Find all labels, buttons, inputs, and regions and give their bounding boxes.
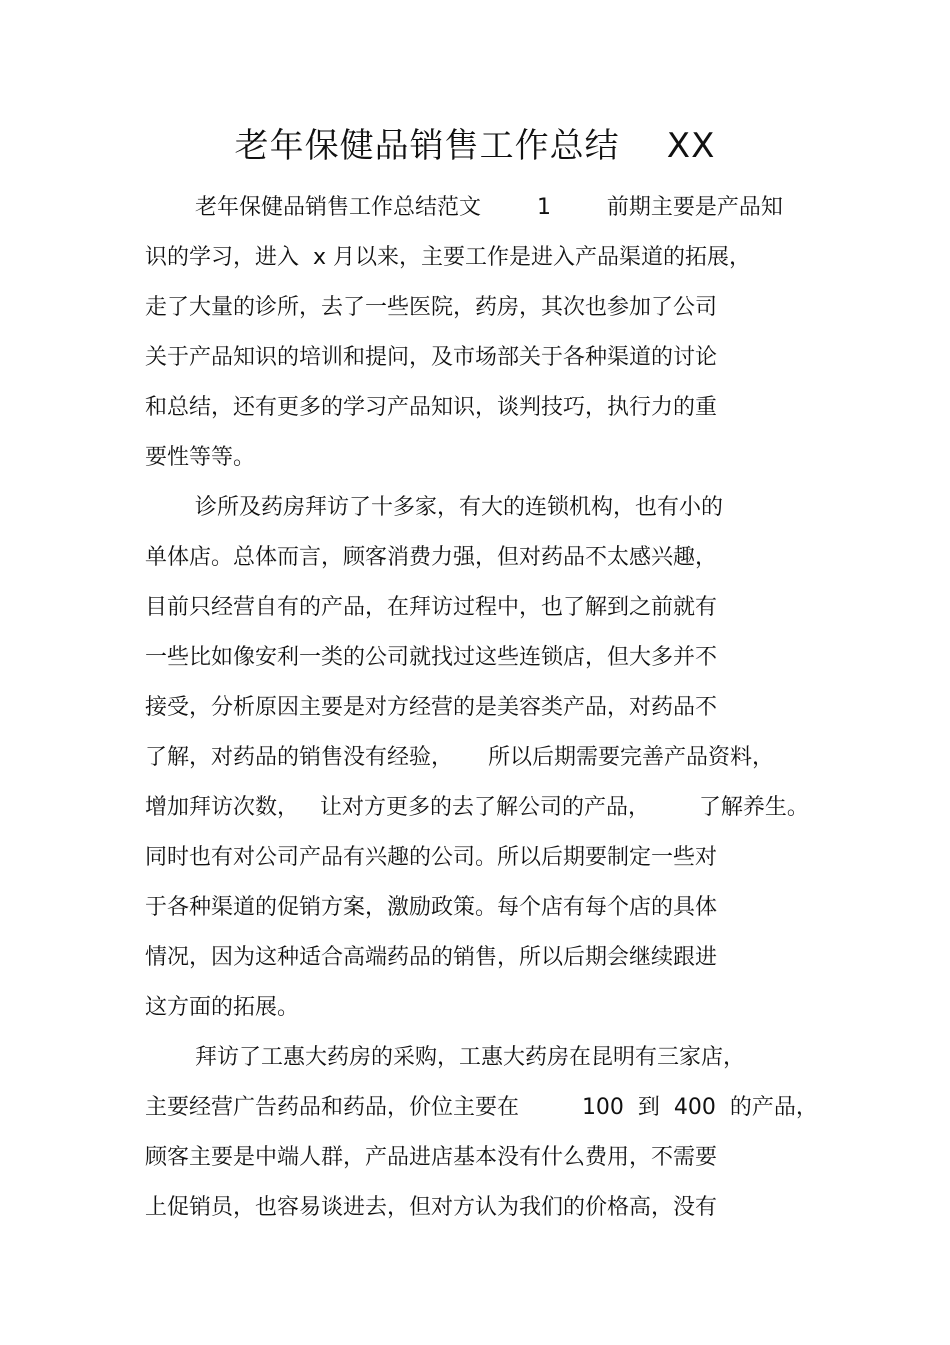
paragraph-line: 同时也有对公司产品有兴趣的公司。所以后期要制定一些对 [145,845,718,870]
paragraph-line: 单体店。总体而言，顾客消费力强，但对药品不太感兴趣， [145,545,718,570]
paragraph-line: 一些比如像安利一类的公司就找过这些连锁店，但大多并不 [145,645,718,670]
paragraph-line: 接受，分析原因主要是对方经营的是美容类产品，对药品不 [145,695,718,720]
paragraph-line: 这方面的拓展。 [145,995,300,1020]
document-title: 老年保健品销售工作总结 XX [234,126,716,166]
paragraph-line: 顾客主要是中端人群，产品进店基本没有什么费用，不需要 [145,1145,718,1170]
paragraph-line: 关于产品知识的培训和提问，及市场部关于各种渠道的讨论 [145,345,718,370]
paragraph-line: 走了大量的诊所，去了一些医院，药房，其次也参加了公司 [145,295,718,320]
paragraph-line: 了解，对药品的销售没有经验， 所以后期需要完善产品资料， [145,745,774,770]
paragraph-line: 要性等等。 [145,445,256,470]
paragraph-line: 主要经营广告药品和药品，价位主要在 100 到 400 的产品， [145,1095,818,1120]
paragraph-line: 情况，因为这种适合高端药品的销售，所以后期会继续跟进 [145,945,718,970]
paragraph-line: 老年保健品销售工作总结范文 1 前期主要是产品知 [195,195,783,220]
paragraph-line: 于各种渠道的促销方案，激励政策。每个店有每个店的具体 [145,895,718,920]
paragraph-line: 诊所及药房拜访了十多家，有大的连锁机构，也有小的 [195,495,724,520]
paragraph-line: 增加拜访次数， 让对方更多的去了解公司的产品， 了解养生。 [145,795,809,820]
paragraph-line: 目前只经营自有的产品，在拜访过程中，也了解到之前就有 [145,595,718,620]
paragraph-line: 拜访了工惠大药房的采购，工惠大药房在昆明有三家店， [195,1045,746,1070]
paragraph-line: 和总结，还有更多的学习产品知识，谈判技巧，执行力的重 [145,395,718,420]
paragraph-line: 上促销员，也容易谈进去，但对方认为我们的价格高，没有 [145,1195,718,1220]
paragraph-line: 识的学习，进入 x 月以来，主要工作是进入产品渠道的拓展， [145,245,752,270]
